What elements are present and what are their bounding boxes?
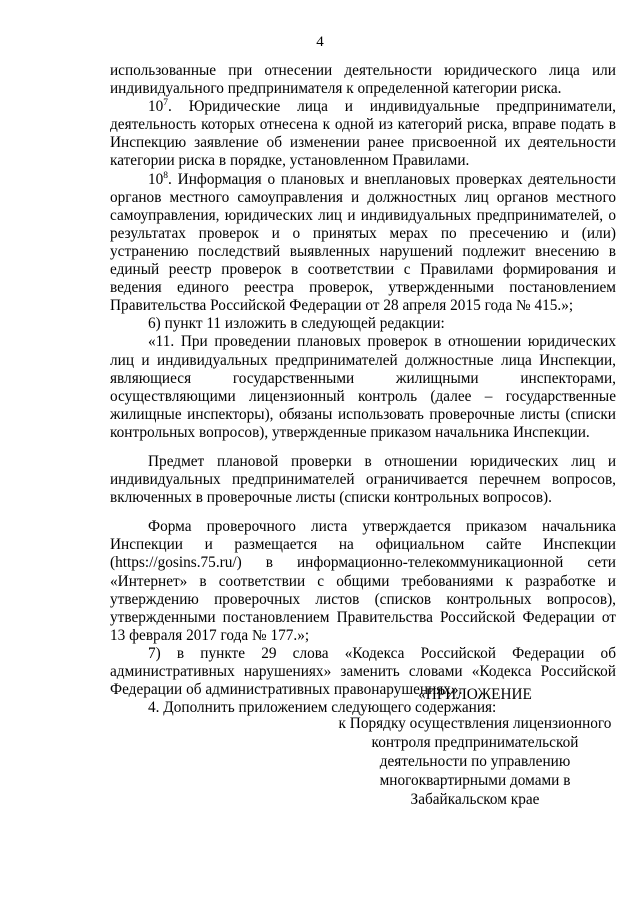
page-number: 4 (316, 34, 324, 50)
appendix-line: к Порядку осуществления лицензионного (338, 715, 612, 732)
paragraph-item-4: 4. Дополнить приложением следующего содержания: (148, 699, 497, 717)
appendix-line: Забайкальском крае (410, 791, 540, 808)
paragraph-clause-11: «11. При проведении плановых проверок в отношении юридических лиц и индивидуальных предпринимателей должностные лица Инспекции, являющиеся государственными жилищными инспекторами, осуществляющими лицензионный контроль (далее – государственные жилищные инспекторы), обязаны использовать проверочные листы (списки контрольных вопросов), утвержденные приказом начальника Инспекции. (110, 333, 616, 441)
paragraph-item-6: 6) пункт 11 изложить в следующей редакции: (148, 315, 445, 333)
paragraph-text: . Юридические лица и индивидуальные предприниматели, деятельность которых отнесена к одной из категорий риска, вправе подать в Инспекцию заявление об изменении ранее присвоенной их деятельности категории риска в порядке, установленном Правилами. (110, 98, 616, 170)
clause-number: 10 (148, 98, 164, 116)
clause-superscript: 8 (163, 170, 169, 181)
paragraph-10-7 (110, 98, 616, 170)
paragraph-text: . Информация о плановых и внеплановых проверках деятельности органов местного самоуправления и должностных лиц органов местного самоуправления, юридических лиц и индивидуальных предпринимателей, о результатах проверок и о принятых мерах по пресечению и (или) устранению последствий выявленных нарушений подлежит внесению в единый реестр проверок в соответствии с Правилами формирования и ведения единого реестра проверок, утвержденными постановлением Правительства Российской Федерации от 28 апреля 2015 года № 415.»; (110, 170, 616, 315)
paragraph-continuation: использованные при отнесении деятельности юридического лица или индивидуального предпринимателя к определенной категории риска. (110, 62, 616, 98)
appendix-subtitle (330, 714, 620, 809)
clause-number: 10 (148, 170, 164, 188)
paragraph-item-7: 7) в пункте 29 слова «Кодекса Российской Федерации об административных нарушениях» заменить словами «Кодекса Российской Федерации об административных правонарушениях». (110, 644, 616, 699)
paragraph-10-8 (110, 171, 616, 316)
appendix-line: контроля предпринимательской (371, 734, 579, 751)
clause-superscript: 7 (163, 98, 169, 109)
paragraph-forma: Форма проверочного листа утверждается приказом начальника Инспекции и размещается на официальном сайте Инспекции (https://gosins.75.ru/) в информационно-телекоммуникационной сети «Интернет» в соответствии с общими требованиями к разработке и утверждению проверочных листов (списков контрольных вопросов), утвержденными постановлением Правительства Российской Федерации от 13 февраля 2017 года № 177.»; (110, 518, 616, 644)
appendix-line: деятельности по управлению (379, 753, 571, 770)
appendix-title: «ПРИЛОЖЕНИЕ (418, 686, 532, 703)
appendix-line: многоквартирными домами в (379, 772, 571, 789)
document-body (110, 62, 616, 717)
paragraph-predmet: Предмет плановой проверки в отношении юридических лиц и индивидуальных предпринимателей ограничивается перечнем вопросов, включенных в проверочные листы (списки контрольных вопросов). (110, 452, 616, 507)
